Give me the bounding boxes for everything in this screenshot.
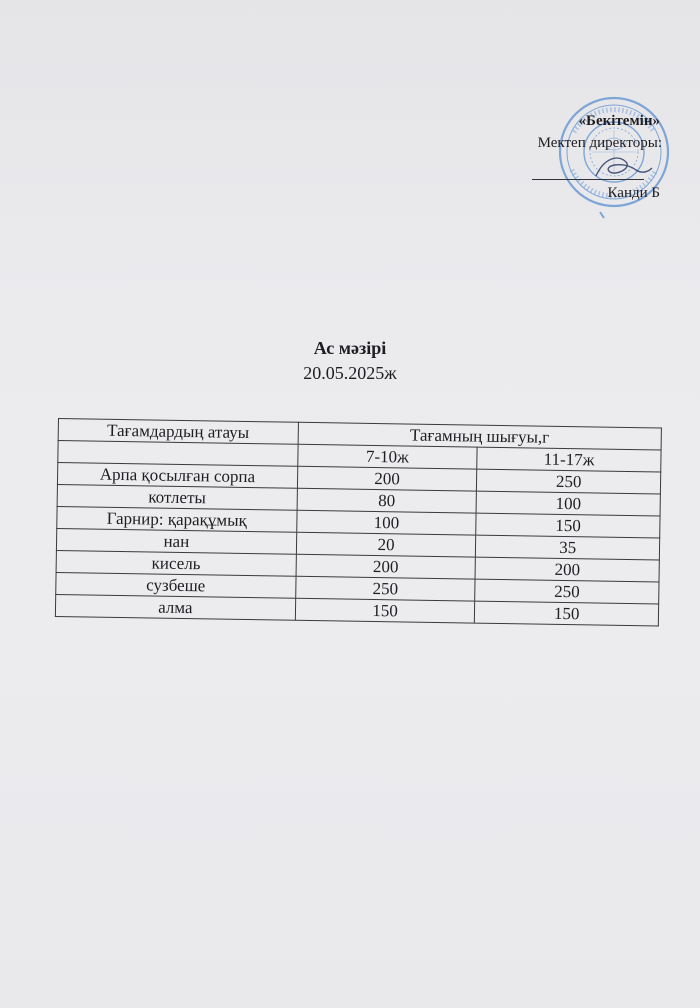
dish-name: нан <box>56 528 296 554</box>
age-group-junior: 7-10ж <box>297 444 477 469</box>
output-column-header: Тағамның шығуы,г <box>298 422 662 450</box>
portion-senior: 150 <box>476 513 660 538</box>
name-column-header: Тағамдардың атауы <box>58 419 298 445</box>
director-position: Мектеп директоры: <box>537 135 662 151</box>
approval-block <box>462 108 662 208</box>
portion-senior: 250 <box>475 579 659 604</box>
portion-senior: 35 <box>476 535 660 560</box>
signature-line <box>532 178 644 180</box>
approval-label: «Бекітемін» <box>578 113 660 129</box>
dish-name: кисель <box>56 550 296 576</box>
portion-senior: 150 <box>475 601 659 626</box>
portion-senior: 100 <box>476 491 660 516</box>
menu-date: 20.05.2025ж <box>303 363 397 383</box>
dish-name: котлеты <box>57 484 297 510</box>
portion-junior: 250 <box>295 576 475 601</box>
dish-name: алма <box>55 594 295 620</box>
portion-senior: 250 <box>477 469 661 494</box>
director-name: Канди Б <box>607 185 660 201</box>
portion-junior: 100 <box>296 510 476 535</box>
dish-name: Арпа қосылған сорпа <box>57 463 297 489</box>
portion-junior: 20 <box>296 532 476 557</box>
portion-junior: 150 <box>295 598 475 623</box>
dish-name: сузбеше <box>56 572 296 598</box>
age-group-senior: 11-17ж <box>477 447 661 472</box>
portion-junior: 200 <box>296 554 476 579</box>
dish-name: Гарнир: қарақұмық <box>57 506 297 532</box>
portion-junior: 200 <box>297 466 477 491</box>
portion-junior: 80 <box>297 488 477 513</box>
menu-table <box>55 418 662 626</box>
page-title: Ас мәзірі <box>313 338 387 358</box>
portion-senior: 200 <box>475 557 659 582</box>
